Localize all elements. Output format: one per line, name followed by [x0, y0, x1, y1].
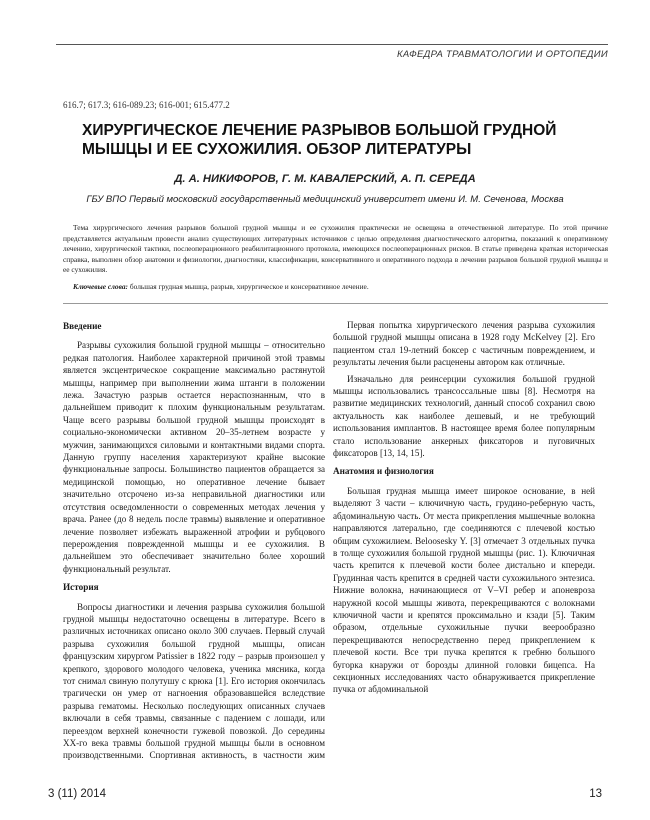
history-heading: История: [63, 582, 99, 593]
department-label: КАФЕДРА ТРАВМАТОЛОГИИ И ОРТОПЕДИИ: [396, 49, 608, 60]
article-title: ХИРУРГИЧЕСКОЕ ЛЕЧЕНИЕ РАЗРЫВОВ БОЛЬШОЙ ГРУДНОЙ МЫШЦЫ И ЕЕ СУХОЖИЛИЯ. ОБЗОР ЛИТЕРАТУРЫ: [82, 122, 557, 158]
anatomy-paragraph: Большая грудная мышца имеет широкое основание, в ней выделяют 3 части – ключичную часть, грудино-реберную часть, абдоминальную часть. От места прикрепления мышечные волокна направляются латерально, где соединяются с плечевой костью общим сухожилием. Beloosesky Y. [3] отмечает 3 отдельных пучка в толще сухожилия большой грудной мышцы (рис. 1). Ключичная часть крепится к плечевой кости более дистально и кпереди. Грудинная часть крепится в средней части сухожильного энтезиса. Нижние волокна, начинающиеся от V–VI ребер и апоневроза наружной косой мышцы живота, перекрещиваются с волокнами ключичной части и крепятся проксимально и кзади [5]. Таким образом, отдельные сухожильные пучки веерообразно перекрещиваются непосредственно перед прикреплением к плечевой кости. Все три пучка крепятся к гребню большого бугорка кнаружи от борозды длинной головки бицепса. На секционных исследованиях часто обнаруживается прикрепление пучка от абдоминальной: [333, 485, 595, 695]
anatomy-heading: Анатомия и физиология: [333, 466, 434, 477]
keywords-label: Ключевые слова:: [73, 282, 128, 291]
article-affiliation: ГБУ ВПО Первый московский государственный медицинский университет имени И. М. Сеченова, Москва: [86, 194, 564, 205]
keywords-text: большая грудная мышца, разрыв, хирургическое и консервативное лечение.: [128, 282, 369, 291]
left-column: [63, 320, 325, 760]
history-paragraph-3: Изначально для реинсерции сухожилия большой грудной мышцы использовались трансоссальные швы [8]. Несмотря на развитие медицинских технологий, данный способ сохранил свою актуальность как наиболее дешевый, и не требующий использования имплантов. В настоящее время более популярным стало использование анкерных фиксаторов и пуговичных фиксаторов [13, 14, 15].: [333, 373, 595, 459]
abstract-divider: [63, 303, 608, 304]
article-authors: Д. А. НИКИФОРОВ, Г. М. КАВАЛЕРСКИЙ, А. П. СЕРЕДА: [174, 173, 476, 185]
keywords-line: [63, 282, 608, 293]
intro-paragraph: Разрывы сухожилия большой грудной мышцы – относительно редкая патология. Наиболее характерной причиной этой травмы является эксцентрическое сокращение максимально растянутой мышцы, например при выполнении жима штанги в положении лежа. Зачастую разрыв остается нераспознанным, что в дальнейшем приводит к плохим функциональным результатам. Чаще всего разрывы большой грудной мышцы происходят в социально-экономически активном 20–35-летнем возрасте у мужчин, занимающихся силовыми и контактными видами спорта. Данную группу населения характеризуют крайне высокие функциональные запросы. Большинство пациентов обращается за медицинской помощью, но оперативное лечение бывает значительно отсрочено из-за неправильной диагностики или отсутствия осведомленности о современных методах лечения у врача. Ранее (до 8 недель после травмы) выявление и оперативное лечение позволяет избежать выраженной атрофии и рубцового перерождения поврежденной мышцы и ее сухожилия. В дальнейшем это обеспечивает значительно более хороший функциональный результат.: [63, 340, 325, 574]
udc-codes: 616.7; 617.3; 616-089.23; 616-001; 615.477.2: [63, 100, 230, 110]
page-number: 13: [589, 788, 602, 800]
running-header: [56, 44, 608, 60]
intro-heading: Введение: [63, 321, 102, 331]
article-abstract: Тема хирургического лечения разрывов большой грудной мышцы и ее сухожилия практически не освещена в отечественной литературе. По этой причине представляется актуальным провести анализ существующих литературных источников с целью определения диагностического алгоритма, показаний к оперативному лечению, хирургической тактики, послеоперационного реабилитационного протокола, имеющихся послеоперационных рисков. В статье приведена краткая историческая справка, выполнен обзор анатомии и физиологии, диагностики, классификации, консервативного и оперативного подхода в лечении разрывов большой грудной мышцы и ее сухожилия.: [63, 223, 608, 275]
history-paragraph: Вопросы диагностики и лечения разрыва сухожилия большой грудной мышцы недостаточно освещены в литературе. Всего в различных источниках описано около 300 случаев. Первый случай разрыва сухожилия большой грудной мышцы, описан французским хирургом Patissier в 1822 году – разрыв произошел у крепкого, здорового молодого человека, ученика мясника, когда тот снимал свиную полутушу с крюка [1]. Его история окончилась трагически он умер от нагноения образовавшейся вследствие разрыва гематомы. Несколько последующих описанных случаев включали в себя травмы, связанные с падением с лошади, или переездом верхней конечности гужевой повозкой. До середины XX-го века травмы большой грудной мышцы были в основном производственными. Спортивная активность, в частности жим: [63, 601, 325, 760]
right-column: [333, 319, 595, 759]
history-paragraph-2: Первая попытка хирургического лечения разрыва сухожилия большой грудной мышцы описана в 1928 году McKelvey [2]. Его пациентом стал 19-летний боксер с частичным повреждением, и результаты лечения были расценены автором как отличные.: [333, 320, 595, 368]
issue-number: 3 (11) 2014: [48, 788, 106, 800]
